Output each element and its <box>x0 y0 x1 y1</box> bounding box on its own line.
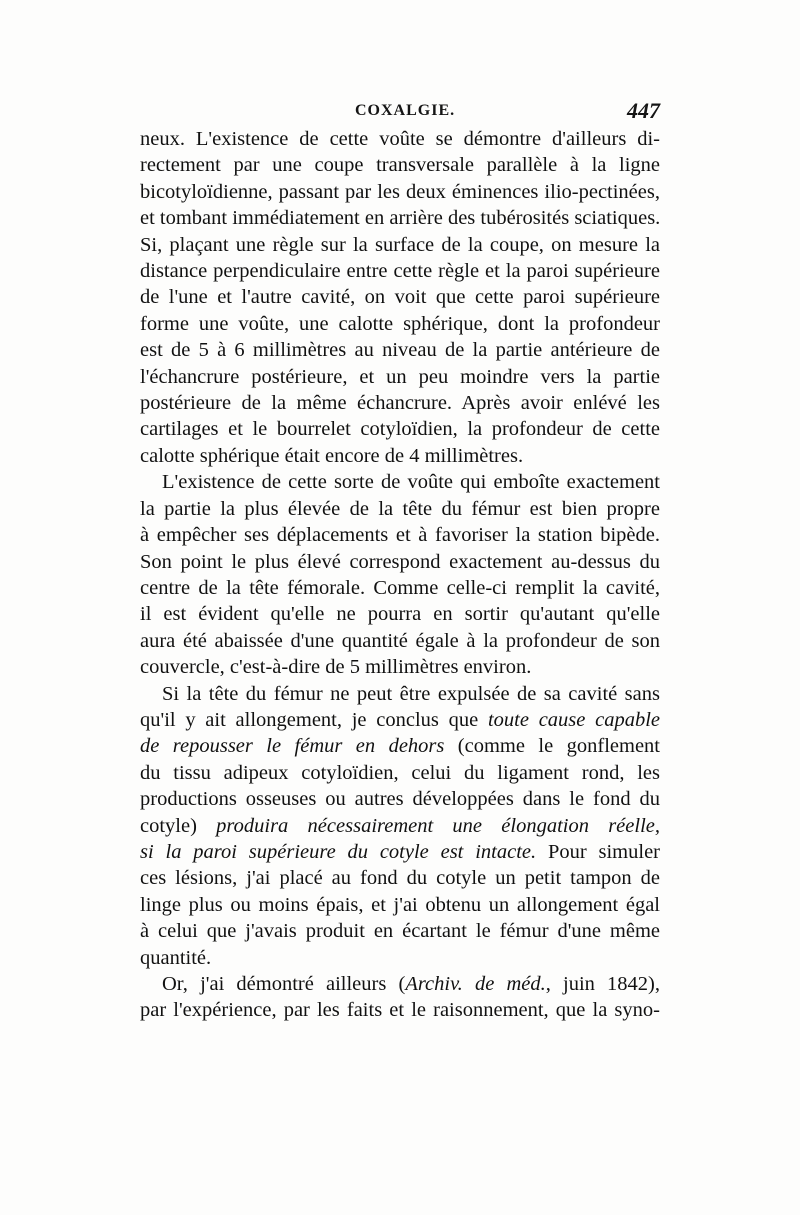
paragraph-3 <box>140 681 660 971</box>
text-line: si la paroi supérieure du cotyle est intacte. Pour simuler <box>140 840 660 863</box>
running-head <box>140 98 660 126</box>
text-line: à empêcher ses déplacements et à favoriser la station bipède. <box>140 524 660 547</box>
text-line: et tombant immédiatement en arrière des tubérosités sciatiques. <box>140 207 661 230</box>
italic-emphasis: si la paroi supérieure du cotyle est intacte. <box>140 840 537 863</box>
text-line: quantité. <box>140 946 212 969</box>
text-line: il est évident qu'elle ne pourra en sortir qu'autant qu'elle <box>140 603 660 626</box>
text-line: cotyle) produira nécessairement une élongation réelle, <box>140 814 660 837</box>
text-line: centre de la tête fémorale. Comme celle-ci remplit la cavité, <box>140 576 660 599</box>
paragraph-2 <box>140 469 660 680</box>
italic-emphasis: produira nécessairement une élongation réelle, <box>216 814 660 837</box>
text-line: à celui que j'avais produit en écartant le fémur d'une même <box>140 920 660 943</box>
text-line: aura été abaissée d'une quantité égale à la profondeur de son <box>140 629 660 652</box>
text-line: neux. L'existence de cette voûte se démontre d'ailleurs di- <box>140 128 660 150</box>
text-line: Or, j'ai démontré ailleurs (Archiv. de méd., juin 1842), <box>162 973 661 995</box>
text-line: par l'expérience, par les faits et le raisonnement, que la syno- <box>140 999 660 1022</box>
text-line: du tissu adipeux cotyloïdien, celui du ligament rond, les <box>140 761 660 784</box>
italic-emphasis: toute cause capable <box>487 708 661 731</box>
text-line: couvercle, c'est-à-dire de 5 millimètres environ. <box>140 656 532 679</box>
text-line: calotte sphérique était encore de 4 millimètres. <box>140 444 524 467</box>
text-line: distance perpendiculaire entre cette règle et la paroi supérieure <box>140 260 660 283</box>
running-title: COXALGIE. <box>355 102 456 119</box>
text-line: productions osseuses ou autres développées dans le fond du <box>140 788 660 811</box>
italic-emphasis: Archiv. de méd. <box>405 973 546 995</box>
body-text <box>140 126 660 1024</box>
text-line: Si, plaçant une règle sur la surface de la coupe, on mesure la <box>140 233 660 256</box>
text-line: la partie la plus élevée de la tête du fémur est bien propre <box>140 497 660 520</box>
text-line: cartilages et le bourrelet cotyloïdien, la profondeur de cette <box>140 418 660 441</box>
text-line: Si la tête du fémur ne peut être expulsée de sa cavité sans <box>162 682 660 705</box>
text-line: bicotyloïdienne, passant par les deux éminences ilio-pectinées, <box>140 180 660 203</box>
text-line: rectement par une coupe transversale parallèle à la ligne <box>140 154 660 177</box>
text-line: est de 5 à 6 millimètres au niveau de la partie antérieure de <box>140 339 660 362</box>
text-line: L'existence de cette sorte de voûte qui emboîte exactement <box>162 471 660 494</box>
text-line: postérieure de la même échancrure. Après avoir enlévé les <box>140 392 660 415</box>
text-line: l'échancrure postérieure, et un peu moindre vers la partie <box>140 365 660 388</box>
paragraph-4 <box>140 971 660 1024</box>
paragraph-1 <box>140 126 660 469</box>
italic-emphasis: de repousser le fémur en dehors <box>140 735 445 758</box>
text-line: qu'il y ait allongement, je conclus que toute cause capable <box>140 708 661 731</box>
text-line: ces lésions, j'ai placé au fond du cotyle un petit tampon de <box>140 867 660 890</box>
text-line: de l'une et l'autre cavité, on voit que cette paroi supérieure <box>140 286 660 309</box>
text-line: de repousser le fémur en dehors (comme le gonflement <box>140 735 660 758</box>
text-line: linge plus ou moins épais, et j'ai obtenu un allongement égal <box>140 893 660 916</box>
text-line: Son point le plus élevé correspond exactement au-dessus du <box>140 550 660 573</box>
page-number: 447 <box>627 98 660 123</box>
text-line: forme une voûte, une calotte sphérique, dont la profondeur <box>140 312 660 335</box>
